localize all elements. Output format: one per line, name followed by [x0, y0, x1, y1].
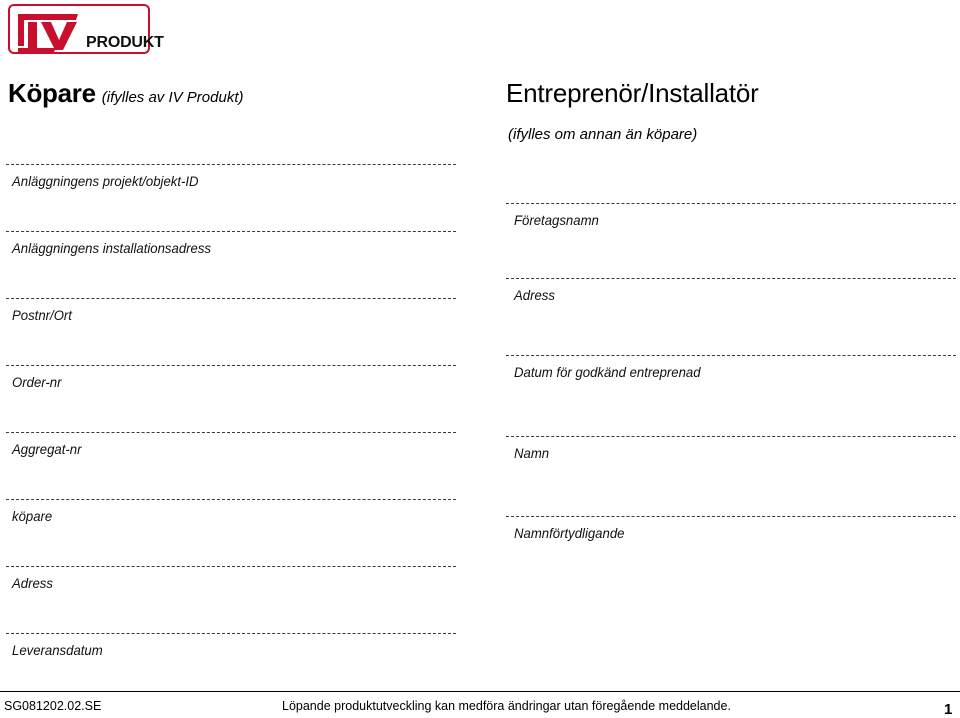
- field-company-name[interactable]: [506, 203, 956, 228]
- field-order-number[interactable]: [6, 365, 456, 390]
- field-label: Företagsnamn: [514, 212, 599, 228]
- field-delivery-date[interactable]: [6, 633, 456, 658]
- field-label: Leveransdatum: [12, 642, 103, 658]
- field-project-id[interactable]: [6, 164, 456, 189]
- buyer-title: Köpare: [8, 78, 96, 108]
- field-buyer[interactable]: [6, 499, 456, 524]
- buyer-subtitle: (ifylles av IV Produkt): [101, 89, 244, 106]
- logo-text: PRODUKT: [86, 34, 164, 51]
- field-postal-city[interactable]: [6, 298, 456, 323]
- buyer-heading: [8, 78, 244, 109]
- field-name-clarification[interactable]: [506, 516, 956, 541]
- field-label: Postnr/Ort: [12, 307, 72, 323]
- footer-notice: Löpande produktutveckling kan medföra ändringar utan föregående meddelande.: [282, 699, 731, 713]
- document-code: SG081202.02.SE: [4, 699, 102, 713]
- field-buyer-address[interactable]: [6, 566, 456, 591]
- field-approval-date[interactable]: [506, 355, 956, 380]
- field-label: Datum för godkänd entreprenad: [514, 364, 701, 380]
- field-label: Anläggningens installationsadress: [12, 240, 212, 256]
- field-label: Anläggningens projekt/objekt-ID: [12, 173, 199, 189]
- field-label: Aggregat-nr: [12, 441, 82, 457]
- field-label: Adress: [12, 575, 53, 591]
- field-label: Adress: [514, 287, 555, 303]
- footer-divider: [0, 691, 960, 692]
- field-installation-address[interactable]: [6, 231, 456, 256]
- field-label: Namn: [514, 445, 550, 461]
- field-contractor-address[interactable]: [506, 278, 956, 303]
- contractor-title: Entreprenör/Installatör: [506, 78, 759, 108]
- field-label: Namnförtydligande: [514, 525, 625, 541]
- page-number: 1: [944, 701, 953, 718]
- field-name[interactable]: [506, 436, 956, 461]
- iv-produkt-logo: [8, 4, 164, 54]
- contractor-subtitle: (ifylles om annan än köpare): [508, 126, 698, 143]
- field-unit-number[interactable]: [6, 432, 456, 457]
- field-label: Order-nr: [12, 374, 62, 390]
- field-label: köpare: [12, 508, 53, 524]
